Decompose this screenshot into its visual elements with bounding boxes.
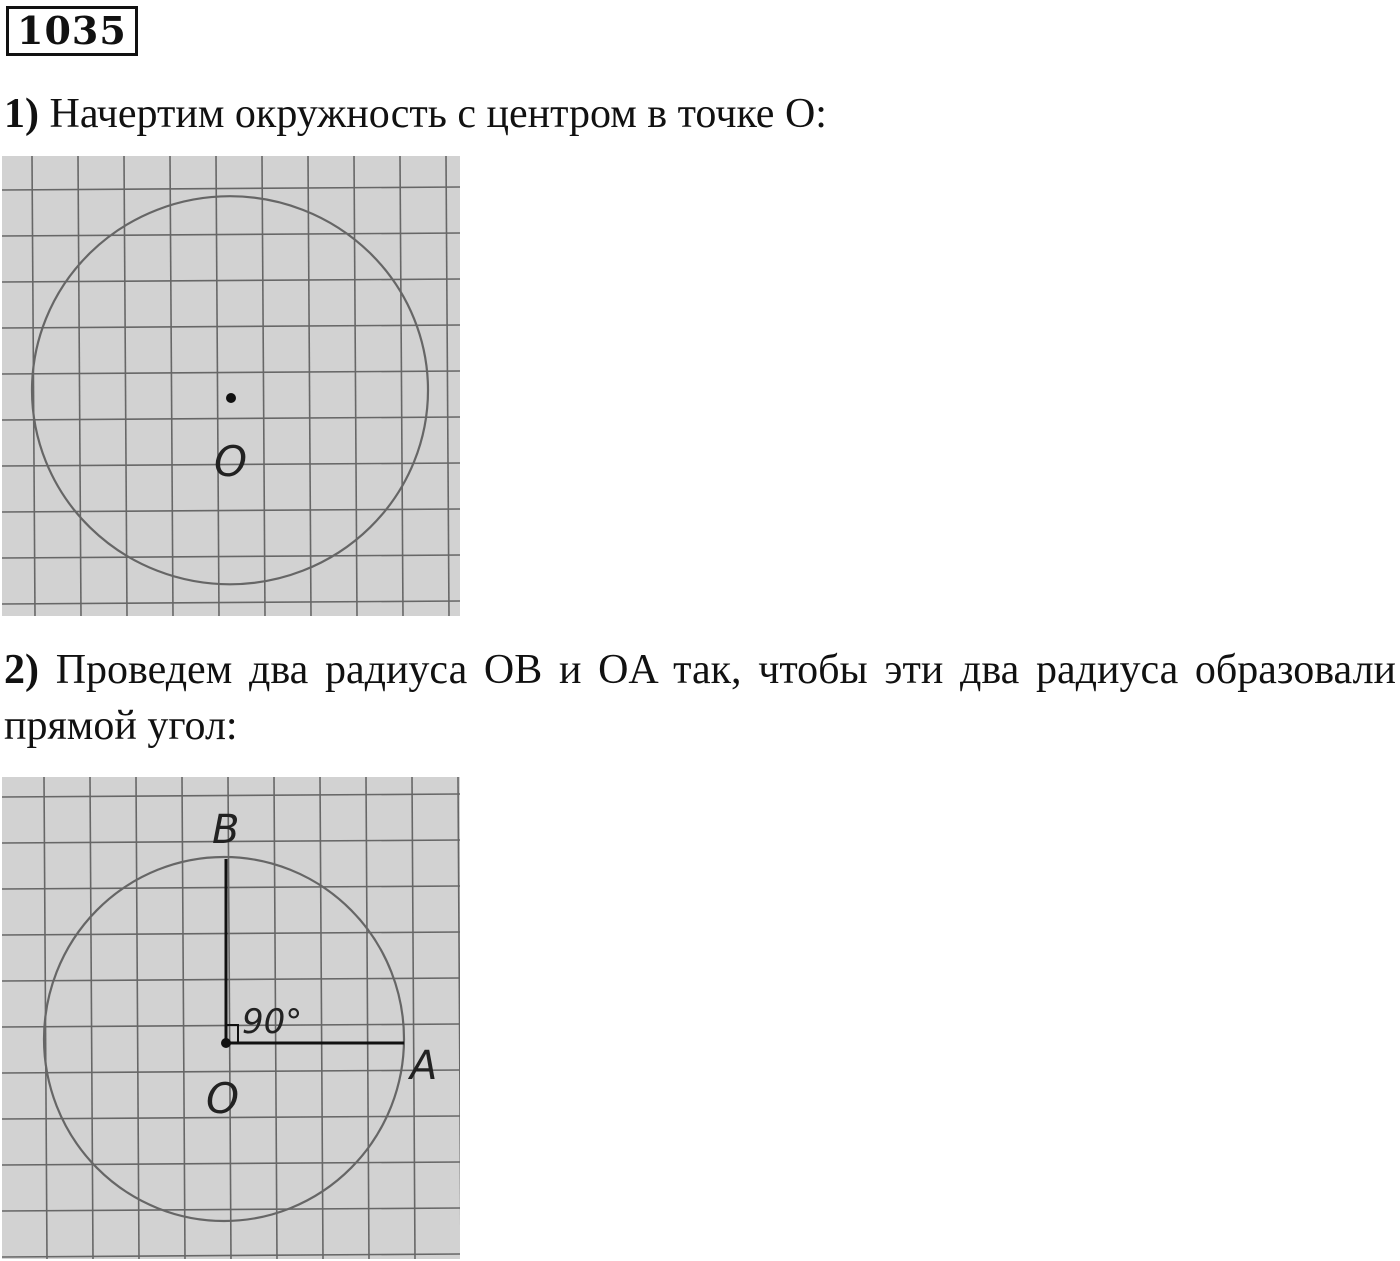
step-1-text (4, 86, 1396, 142)
center-point (226, 393, 236, 403)
step-2-description: Проведем два радиуса OB и OA так, чтобы эти два радиуса образовали прямой угол: (4, 647, 1396, 749)
step-2-text (4, 642, 1396, 754)
paper-background (2, 156, 460, 616)
angle-label: 90° (242, 1002, 303, 1042)
point-b-label: B (212, 807, 240, 853)
point-a-label: A (410, 1043, 438, 1089)
center-label: O (214, 437, 248, 486)
problem-number: 1035 (6, 6, 138, 56)
figure-2-radii-photo (2, 777, 460, 1259)
step-1-number: 1) (4, 91, 39, 137)
center-point (221, 1038, 231, 1048)
figure-2-svg (2, 777, 460, 1259)
center-label: O (206, 1074, 240, 1123)
step-1-description: Начертим окружность с центром в точке О: (49, 91, 827, 137)
step-2-number: 2) (4, 647, 39, 693)
figure-1-svg (2, 156, 460, 616)
figure-1-circle-photo (2, 156, 460, 616)
